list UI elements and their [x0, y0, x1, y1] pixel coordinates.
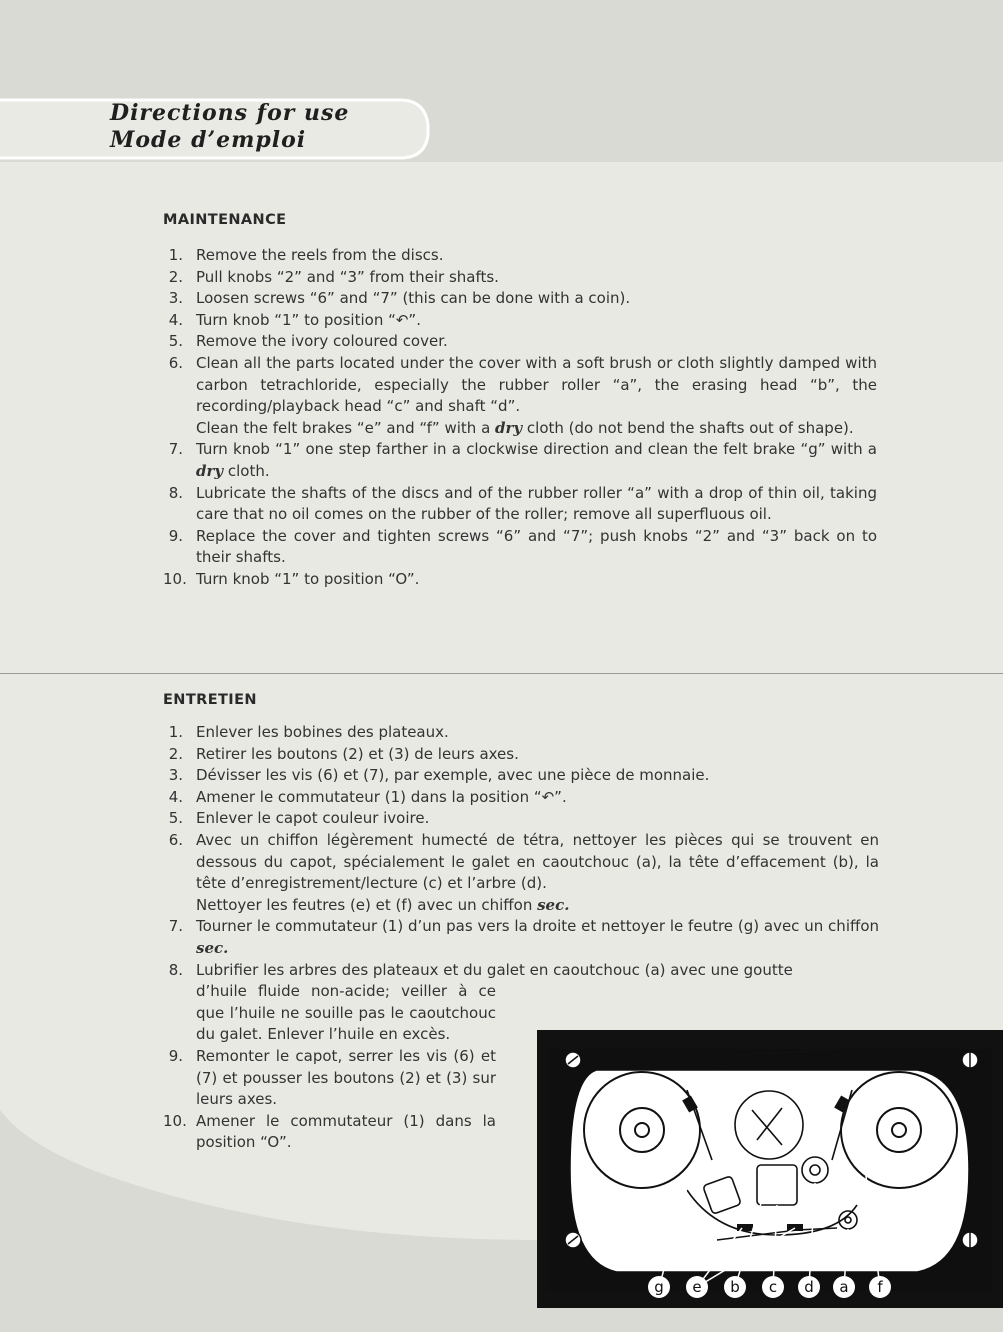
- page-header: [110, 100, 349, 154]
- step-number: 8.: [168, 960, 183, 979]
- list-item: [163, 765, 879, 787]
- step-subtext-part: Nettoyer les feutres (e) et (f) avec un chiffon: [196, 895, 538, 914]
- maintenance-title: MAINTENANCE: [163, 212, 287, 228]
- step-number: 2.: [168, 744, 183, 763]
- step-text: Replace the cover and tighten screws “6” and “7”; push knobs “2” and “3” back on to their shafts.: [196, 526, 877, 567]
- step-subtext-part: Clean the felt brakes “e” and “f” with a: [196, 418, 496, 437]
- step-subtext-part: cloth (do not bend the shafts out of shape).: [522, 418, 854, 437]
- step-number: 1.: [168, 723, 183, 741]
- emphasis-sec: sec.: [537, 895, 570, 914]
- step-text: [196, 916, 879, 959]
- list-item: [163, 439, 877, 482]
- header-title-fr: Mode d’emploi: [110, 127, 307, 153]
- list-item: [163, 331, 877, 353]
- tape-recorder-diagram: [537, 1030, 1003, 1308]
- step-number: 2.: [168, 267, 183, 286]
- list-item: [163, 267, 877, 289]
- step-number: 8.: [168, 483, 183, 502]
- list-item: [163, 787, 879, 809]
- step-number: 9.: [168, 526, 183, 545]
- maintenance-steps: [163, 245, 877, 591]
- step-number: 3.: [168, 766, 183, 785]
- step-text: Pull knobs “2” and “3” from their shafts.: [196, 267, 499, 286]
- step-text: Retirer les boutons (2) et (3) de leurs axes.: [196, 744, 519, 763]
- list-item: [163, 916, 879, 959]
- step-text-narrow: d’huile fluide non-acide; veiller à ce que l’huile ne souille pas le caoutchouc du galet. Enlever l’huile en excès.: [196, 982, 496, 1044]
- list-item: [163, 483, 877, 526]
- step-text: [196, 439, 877, 482]
- header-title-en: Directions for use: [110, 100, 350, 126]
- step-text: Avec un chiffon légèrement humecté de tétra, nettoyer les pièces qui se trouvent en dessous du capot, spécialement le galet en caoutchouc (a), la tête d’effacement (b), la tête d’enregistrement/lecture (c) et l’arbre (d).: [196, 830, 879, 893]
- step-text: Turn knob “1” to position “↶”.: [196, 310, 421, 329]
- list-item: [163, 722, 879, 744]
- step-number: 4.: [168, 310, 183, 329]
- step-number: 5.: [168, 332, 183, 351]
- step-text: Remonter le capot, serrer les vis (6) et (7) et pousser les boutons (2) et (3) sur leurs axes.: [196, 1046, 496, 1109]
- list-item: [163, 830, 879, 916]
- label-f: f: [877, 1278, 883, 1296]
- step-text: Turn knob “1” to position “O”.: [196, 569, 420, 588]
- label-e: e: [692, 1278, 702, 1296]
- step-text: Amener le commutateur (1) dans la position “O”.: [196, 1111, 496, 1152]
- step-number: 9.: [168, 1046, 183, 1065]
- step-text: Loosen screws “6” and “7” (this can be done with a coin).: [196, 289, 631, 308]
- step-text: Enlever le capot couleur ivoire.: [196, 809, 430, 828]
- section-divider: [0, 673, 1003, 674]
- step-text: Dévisser les vis (6) et (7), par exemple, avec une pièce de monnaie.: [196, 766, 710, 785]
- step-text-part: Tourner le commutateur (1) d’un pas vers la droite et nettoyer le feutre (g) avec un chiffon: [196, 917, 879, 936]
- label-d: d: [804, 1278, 814, 1296]
- list-item: [163, 310, 877, 332]
- step-number: 7.: [168, 917, 183, 936]
- step-number: 5.: [168, 809, 183, 828]
- list-item: [163, 526, 877, 569]
- step-text: Remove the reels from the discs.: [196, 246, 444, 264]
- step-text-part: cloth.: [223, 461, 270, 480]
- list-item: [163, 569, 877, 591]
- list-item: [163, 245, 877, 267]
- list-item: [163, 744, 879, 766]
- label-b: b: [730, 1278, 740, 1296]
- list-item: [163, 353, 877, 439]
- step-number: 4.: [168, 787, 183, 806]
- step-text: Enlever les bobines des plateaux.: [196, 723, 449, 741]
- step-text: Lubrifier les arbres des plateaux et du galet en caoutchouc (a) avec une goutte: [196, 960, 793, 979]
- step-text: Lubricate the shafts of the discs and of the rubber roller “a” with a drop of thin oil, taking care that no oil comes on the rubber of the roller; remove all superfluous oil.: [196, 483, 877, 524]
- step-text: Clean all the parts located under the cover with a soft brush or cloth slightly damped with carbon tetrachloride, especially the rubber roller “a”, the erasing head “b”, the recording/playback head “c” and shaft “d”.: [196, 353, 877, 416]
- label-a: a: [839, 1278, 849, 1296]
- emphasis-sec: sec.: [196, 938, 229, 957]
- step-text-part: Turn knob “1” one step farther in a clockwise direction and clean the felt brake “g” with a: [196, 440, 877, 459]
- emphasis-dry: dry: [495, 418, 523, 437]
- step-number: 3.: [168, 289, 183, 308]
- label-c: c: [768, 1278, 778, 1296]
- step-text: Amener le commutateur (1) dans la position “↶”.: [196, 787, 567, 806]
- step-subtext: [196, 895, 879, 917]
- label-g: g: [654, 1278, 664, 1296]
- recorder-outline: [547, 1048, 993, 1292]
- step-text: Remove the ivory coloured cover.: [196, 332, 448, 351]
- emphasis-dry: dry: [196, 461, 224, 480]
- entretien-title: ENTRETIEN: [163, 692, 257, 708]
- step-number: 6.: [168, 830, 183, 849]
- step-number: 10.: [163, 1111, 187, 1130]
- step-number: 10.: [163, 569, 187, 588]
- step-number: 1.: [168, 246, 183, 264]
- list-item: [163, 808, 879, 830]
- step-subtext: [196, 418, 877, 440]
- step-number: 7.: [168, 440, 183, 459]
- list-item: [163, 288, 877, 310]
- step-number: 6.: [168, 353, 183, 372]
